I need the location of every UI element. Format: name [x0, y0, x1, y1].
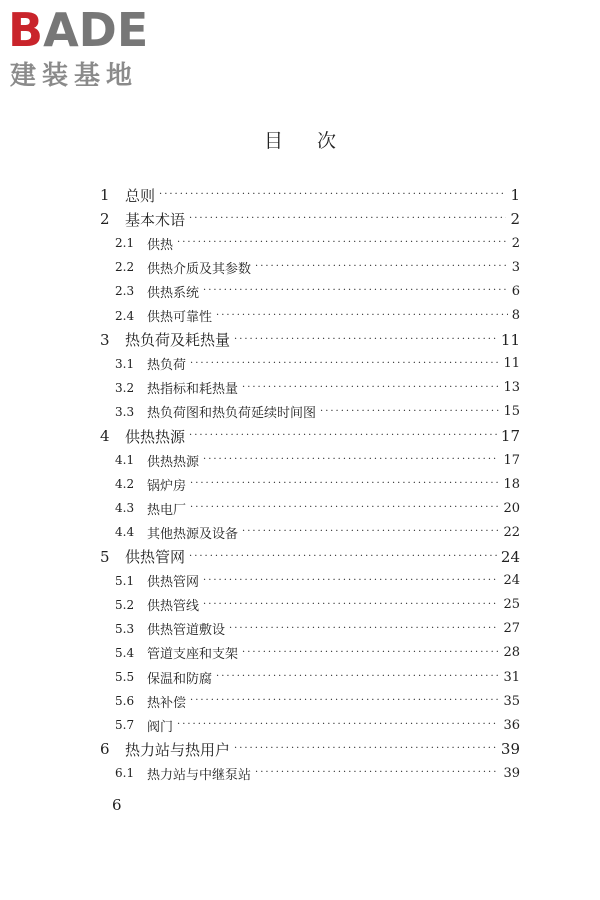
- toc-entry-title: 热负荷图和热负荷延续时间图: [147, 406, 317, 422]
- toc-entry-title: 供热: [147, 237, 174, 253]
- toc-number: 1: [100, 186, 110, 204]
- toc-section: [115, 449, 520, 471]
- toc-page-number: 3: [511, 259, 520, 275]
- toc-page-number: 11: [500, 330, 520, 349]
- toc-page-number: 28: [503, 645, 520, 661]
- toc-chapter: [100, 425, 520, 447]
- toc-leader-dots: [216, 305, 508, 327]
- toc-page-number: 6: [511, 283, 520, 299]
- toc-section: [115, 714, 520, 736]
- toc-number: 3.1: [115, 356, 135, 371]
- toc-leader-dots: [229, 618, 499, 640]
- toc-leader-dots: [189, 208, 506, 230]
- toc-leader-dots: [255, 256, 508, 278]
- toc-number: 5.3: [115, 621, 135, 636]
- toc-page-number: 1: [510, 186, 520, 204]
- toc-page-number: 20: [503, 500, 520, 516]
- toc-leader-dots: [255, 762, 499, 784]
- toc-number: 5: [100, 547, 110, 566]
- toc-entry-title: 供热管网: [125, 548, 186, 566]
- toc-leader-dots: [159, 184, 506, 206]
- toc-page-number: 8: [511, 308, 520, 323]
- toc-number: 5.6: [115, 694, 135, 709]
- toc-leader-dots: [320, 401, 499, 423]
- toc-chapter: [100, 546, 520, 568]
- toc-entry-title: 总则: [125, 186, 156, 205]
- toc-entry-title: 热负荷: [147, 358, 187, 374]
- toc-number: 5.5: [115, 670, 135, 684]
- toc-entry-title: 供热热源: [147, 454, 200, 470]
- toc-leader-dots: [234, 738, 497, 760]
- toc-entry-title: 保温和防腐: [147, 671, 213, 687]
- toc-section: [115, 497, 520, 519]
- toc-section: [115, 401, 520, 423]
- toc-entry-title: 供热可靠性: [147, 310, 213, 325]
- toc-chapter: [100, 329, 520, 351]
- page-number: 6: [112, 796, 122, 814]
- toc-number: 4.2: [115, 477, 135, 492]
- toc-page-number: 27: [503, 621, 520, 637]
- toc-number: 4: [100, 427, 110, 445]
- toc-page-number: 18: [503, 476, 520, 492]
- toc-page-number: 35: [503, 693, 520, 709]
- toc-page-number: 13: [503, 380, 520, 396]
- toc-leader-dots: [177, 232, 508, 254]
- toc-entry-title: 供热介质及其参数: [147, 261, 252, 277]
- toc-number: 5.2: [115, 597, 135, 612]
- toc-page-number: 17: [503, 452, 520, 468]
- toc-page-number: 24: [503, 573, 520, 589]
- toc-section: [115, 232, 520, 254]
- toc-section: [115, 256, 520, 278]
- toc-page-number: 15: [503, 404, 520, 420]
- toc-chapter: [100, 738, 520, 760]
- toc-section: [115, 521, 520, 543]
- toc-leader-dots: [203, 594, 499, 616]
- toc-chapter: [100, 184, 520, 206]
- toc-page-number: 17: [500, 427, 520, 445]
- toc-leader-dots: [242, 642, 499, 664]
- toc-entry-title: 管道支座和支架: [147, 647, 239, 663]
- toc-entry-title: 供热热源: [125, 427, 186, 446]
- toc-number: 5.7: [115, 718, 135, 733]
- toc-page-number: 25: [503, 597, 520, 613]
- toc-number: 6: [100, 740, 110, 759]
- toc-section: [115, 618, 520, 640]
- toc-number: 3.2: [115, 380, 135, 395]
- toc-number: 2.4: [115, 308, 135, 323]
- toc-entry-title: 阀门: [147, 719, 174, 735]
- toc-section: [115, 353, 520, 375]
- toc-entry-title: 热力站与中继泵站: [147, 767, 252, 783]
- toc-page-number: 2: [510, 210, 520, 229]
- toc-leader-dots: [234, 329, 497, 351]
- toc-number: 4.3: [115, 501, 135, 516]
- toc-page-number: 2: [511, 235, 520, 251]
- toc-entry-title: 锅炉房: [147, 478, 187, 494]
- bade-logo: [8, 4, 178, 96]
- toc-entry-title: 基本术语: [125, 210, 186, 229]
- toc-page-number: 22: [503, 524, 520, 540]
- toc-section: [115, 570, 520, 592]
- toc-entry-title: 热电厂: [147, 502, 187, 518]
- toc-page-number: 36: [503, 717, 520, 733]
- toc-number: 4.1: [115, 453, 135, 468]
- toc-entry-title: 供热系统: [147, 285, 200, 301]
- toc-section: [115, 666, 520, 688]
- toc-entry-title: 供热管网: [147, 575, 200, 591]
- toc-entry-title: 热补偿: [147, 695, 187, 711]
- toc-section: [115, 594, 520, 616]
- toc-section: [115, 280, 520, 302]
- toc-leader-dots: [203, 280, 508, 302]
- toc-leader-dots: [203, 570, 499, 592]
- toc-leader-dots: [190, 473, 499, 495]
- toc-page-number: 39: [503, 765, 520, 781]
- toc-entry-title: 供热管线: [147, 599, 200, 615]
- toc-section: [115, 473, 520, 495]
- toc-number: 2.3: [115, 284, 135, 299]
- toc-section: [115, 690, 520, 712]
- toc-number: 4.4: [115, 525, 135, 540]
- logo-subtitle: 建装基地: [10, 61, 139, 91]
- toc-number: 3.3: [115, 404, 135, 419]
- toc-chapter: [100, 208, 520, 230]
- toc-entry-title: 供热管道敷设: [147, 623, 226, 639]
- toc-entry-title: 其他热源及设备: [147, 526, 239, 542]
- toc-page-number: 39: [500, 740, 520, 759]
- toc-section: [115, 305, 520, 327]
- toc-entry-title: 热力站与热用户: [125, 740, 231, 759]
- toc-number: 5.4: [115, 645, 135, 660]
- logo-wordmark: BADE: [8, 3, 149, 57]
- toc-leader-dots: [177, 714, 499, 736]
- toc-page-number: 31: [503, 669, 520, 685]
- toc-number: 5.1: [115, 573, 135, 588]
- toc-section: [115, 377, 520, 399]
- toc-leader-dots: [216, 666, 499, 688]
- toc-leader-dots: [242, 377, 499, 399]
- toc-number: 2.1: [115, 236, 135, 251]
- toc-entry-title: 热负荷及耗热量: [125, 331, 231, 350]
- toc-number: 2.2: [115, 260, 135, 275]
- toc-number: 3: [100, 330, 110, 349]
- toc-leader-dots: [190, 497, 499, 519]
- toc-leader-dots: [203, 449, 499, 471]
- toc-page-number: 24: [500, 547, 520, 566]
- toc-leader-dots: [189, 425, 497, 447]
- toc-number: 2: [100, 210, 110, 229]
- toc-leader-dots: [190, 353, 499, 375]
- toc-entry-title: 热指标和耗热量: [147, 382, 239, 398]
- toc-leader-dots: [189, 546, 497, 568]
- toc-section: [115, 762, 520, 784]
- toc-section: [115, 642, 520, 664]
- toc-title: 目次: [263, 130, 370, 152]
- toc-leader-dots: [190, 690, 499, 712]
- toc-number: 6.1: [115, 766, 135, 781]
- toc-page-number: 11: [503, 356, 520, 372]
- toc-leader-dots: [242, 521, 499, 543]
